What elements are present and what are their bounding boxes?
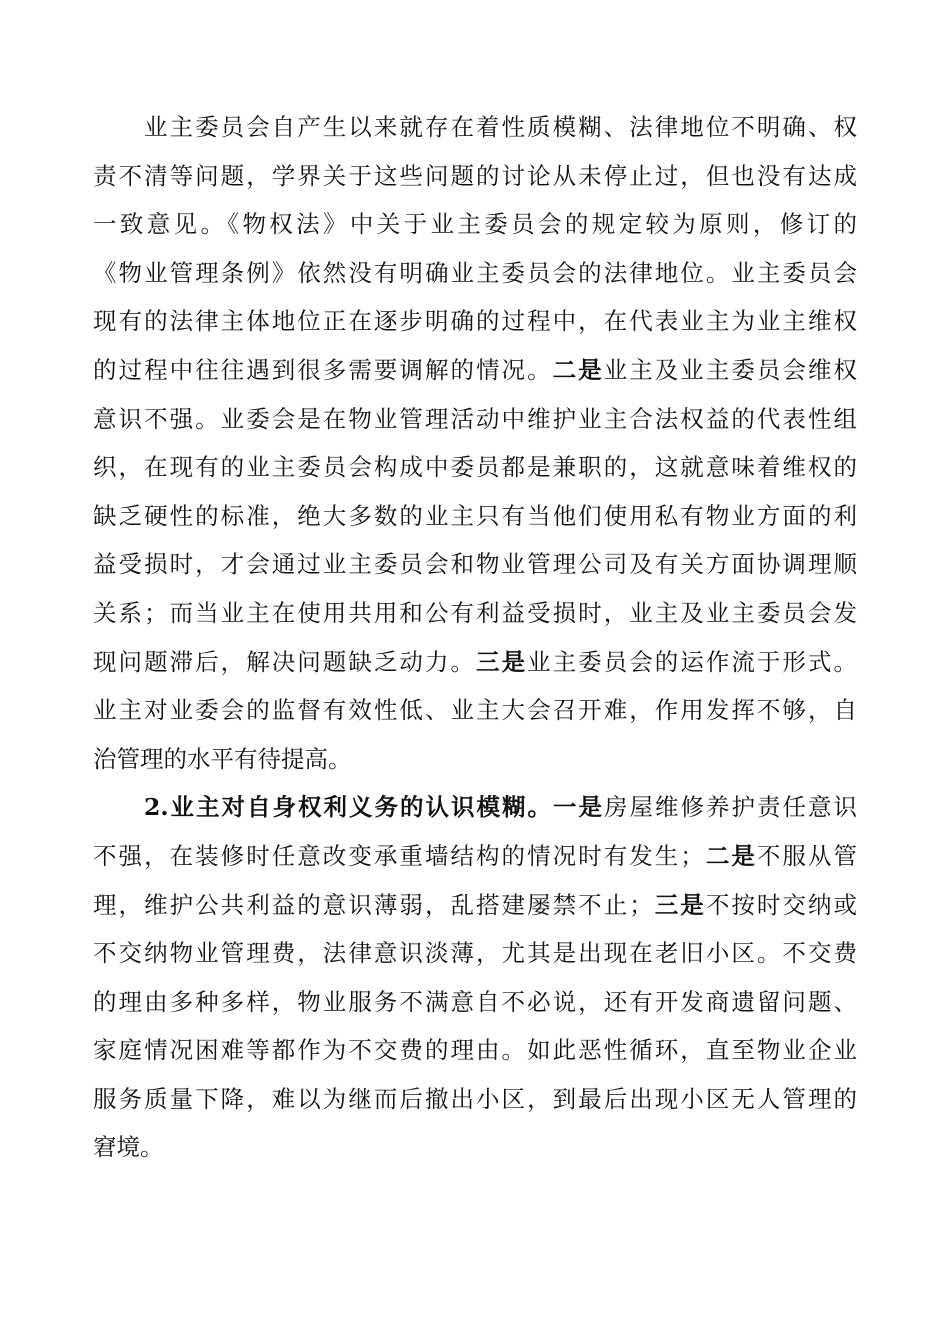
paragraph-line (93, 1026, 857, 1075)
text-run: 业主委员会自产生以来就存在着性质模糊、法律地位不明确、权 (144, 113, 857, 141)
text-run: 治管理的水平有待提高。 (93, 744, 352, 773)
text-run: 一致意见。《物权法》中关于业主委员会的规定较为原则，修订的 (93, 210, 857, 239)
text-run: 服务质量下降，难以为继而后撤出小区，到最后出现小区无人管理的 (93, 1084, 857, 1113)
bold-text-run: 三是 (476, 647, 528, 676)
text-run: 现问题滞后，解决问题缺乏动力。 (93, 647, 477, 676)
bold-text-run: 二是 (552, 355, 604, 384)
paragraph-line (93, 200, 857, 249)
paragraph-line (93, 686, 857, 735)
paragraph-line (93, 1075, 857, 1124)
paragraph-line (93, 249, 857, 298)
text-run: 织，在现有的业主委员会构成中委员都是兼职的，这就意味着维权的 (93, 453, 857, 482)
text-run: 现有的法律主体地位正在逐步明确的过程中，在代表业主为业主维权 (93, 307, 857, 336)
paragraph-line (93, 589, 857, 638)
paragraph-line (93, 395, 857, 444)
text-run: 业主及业主委员会维权 (603, 355, 857, 384)
paragraph-line (93, 346, 857, 395)
paragraph-line (93, 978, 857, 1027)
paragraph-line (93, 443, 857, 492)
text-run: 窘境。 (93, 1133, 164, 1162)
paragraph-line (93, 881, 857, 930)
section-heading: 2.业主对自身权利义务的认识模糊。 (144, 793, 554, 822)
paragraph-line (93, 152, 857, 201)
text-run: 房屋维修养护责任意识 (604, 793, 857, 822)
paragraph-line (93, 832, 857, 881)
text-run: 不交纳物业管理费，法律意识淡薄，尤其是出现在老旧小区。不交费 (93, 939, 857, 968)
text-run: 关系；而当业主在使用共用和公有利益受损时，业主及业主委员会发 (93, 598, 857, 627)
paragraph-line (93, 492, 857, 541)
text-run: 缺乏硬性的标准，绝大多数的业主只有当他们使用私有物业方面的利 (93, 501, 857, 530)
text-run: 《物业管理条例》依然没有明确业主委员会的法律地位。业主委员会 (93, 258, 857, 287)
text-run: 理，维护公共利益的意识薄弱，乱搭建屡禁不止； (93, 890, 653, 919)
bold-text-run: 三是 (652, 890, 706, 919)
text-run: 家庭情况困难等都作为不交费的理由。如此恶性循环，直至物业企业 (93, 1036, 857, 1065)
text-run: 益受损时，才会通过业主委员会和物业管理公司及有关方面协调理顺 (93, 550, 857, 579)
paragraph-line (93, 638, 857, 687)
text-run: 意识不强。业委会是在物业管理活动中维护业主合法权益的代表性组 (93, 404, 857, 433)
paragraph-line (93, 103, 857, 152)
text-run: 不强，在装修时任意改变承重墙结构的情况时有发生； (93, 841, 704, 870)
paragraph-line (93, 783, 857, 832)
document-body (93, 103, 857, 1172)
text-run: 不服从管 (756, 841, 857, 870)
text-run: 业主委员会的运作流于形式。 (527, 647, 857, 676)
paragraph-line (93, 1123, 857, 1172)
paragraph-line (93, 735, 857, 784)
text-run: 的理由多种多样，物业服务不满意自不必说，还有开发商遗留问题、 (93, 987, 857, 1016)
text-run: 不按时交纳或 (705, 890, 857, 919)
text-run: 责不清等问题，学界关于这些问题的讨论从未停止过，但也没有达成 (93, 161, 857, 190)
bold-text-run: 一是 (553, 793, 605, 822)
paragraph-line (93, 929, 857, 978)
text-run: 的过程中往往遇到很多需要调解的情况。 (93, 355, 553, 384)
text-run: 业主对业委会的监督有效性低、业主大会召开难，作用发挥不够，自 (93, 696, 857, 725)
bold-text-run: 二是 (703, 841, 757, 870)
paragraph-line (93, 540, 857, 589)
paragraph-line (93, 297, 857, 346)
